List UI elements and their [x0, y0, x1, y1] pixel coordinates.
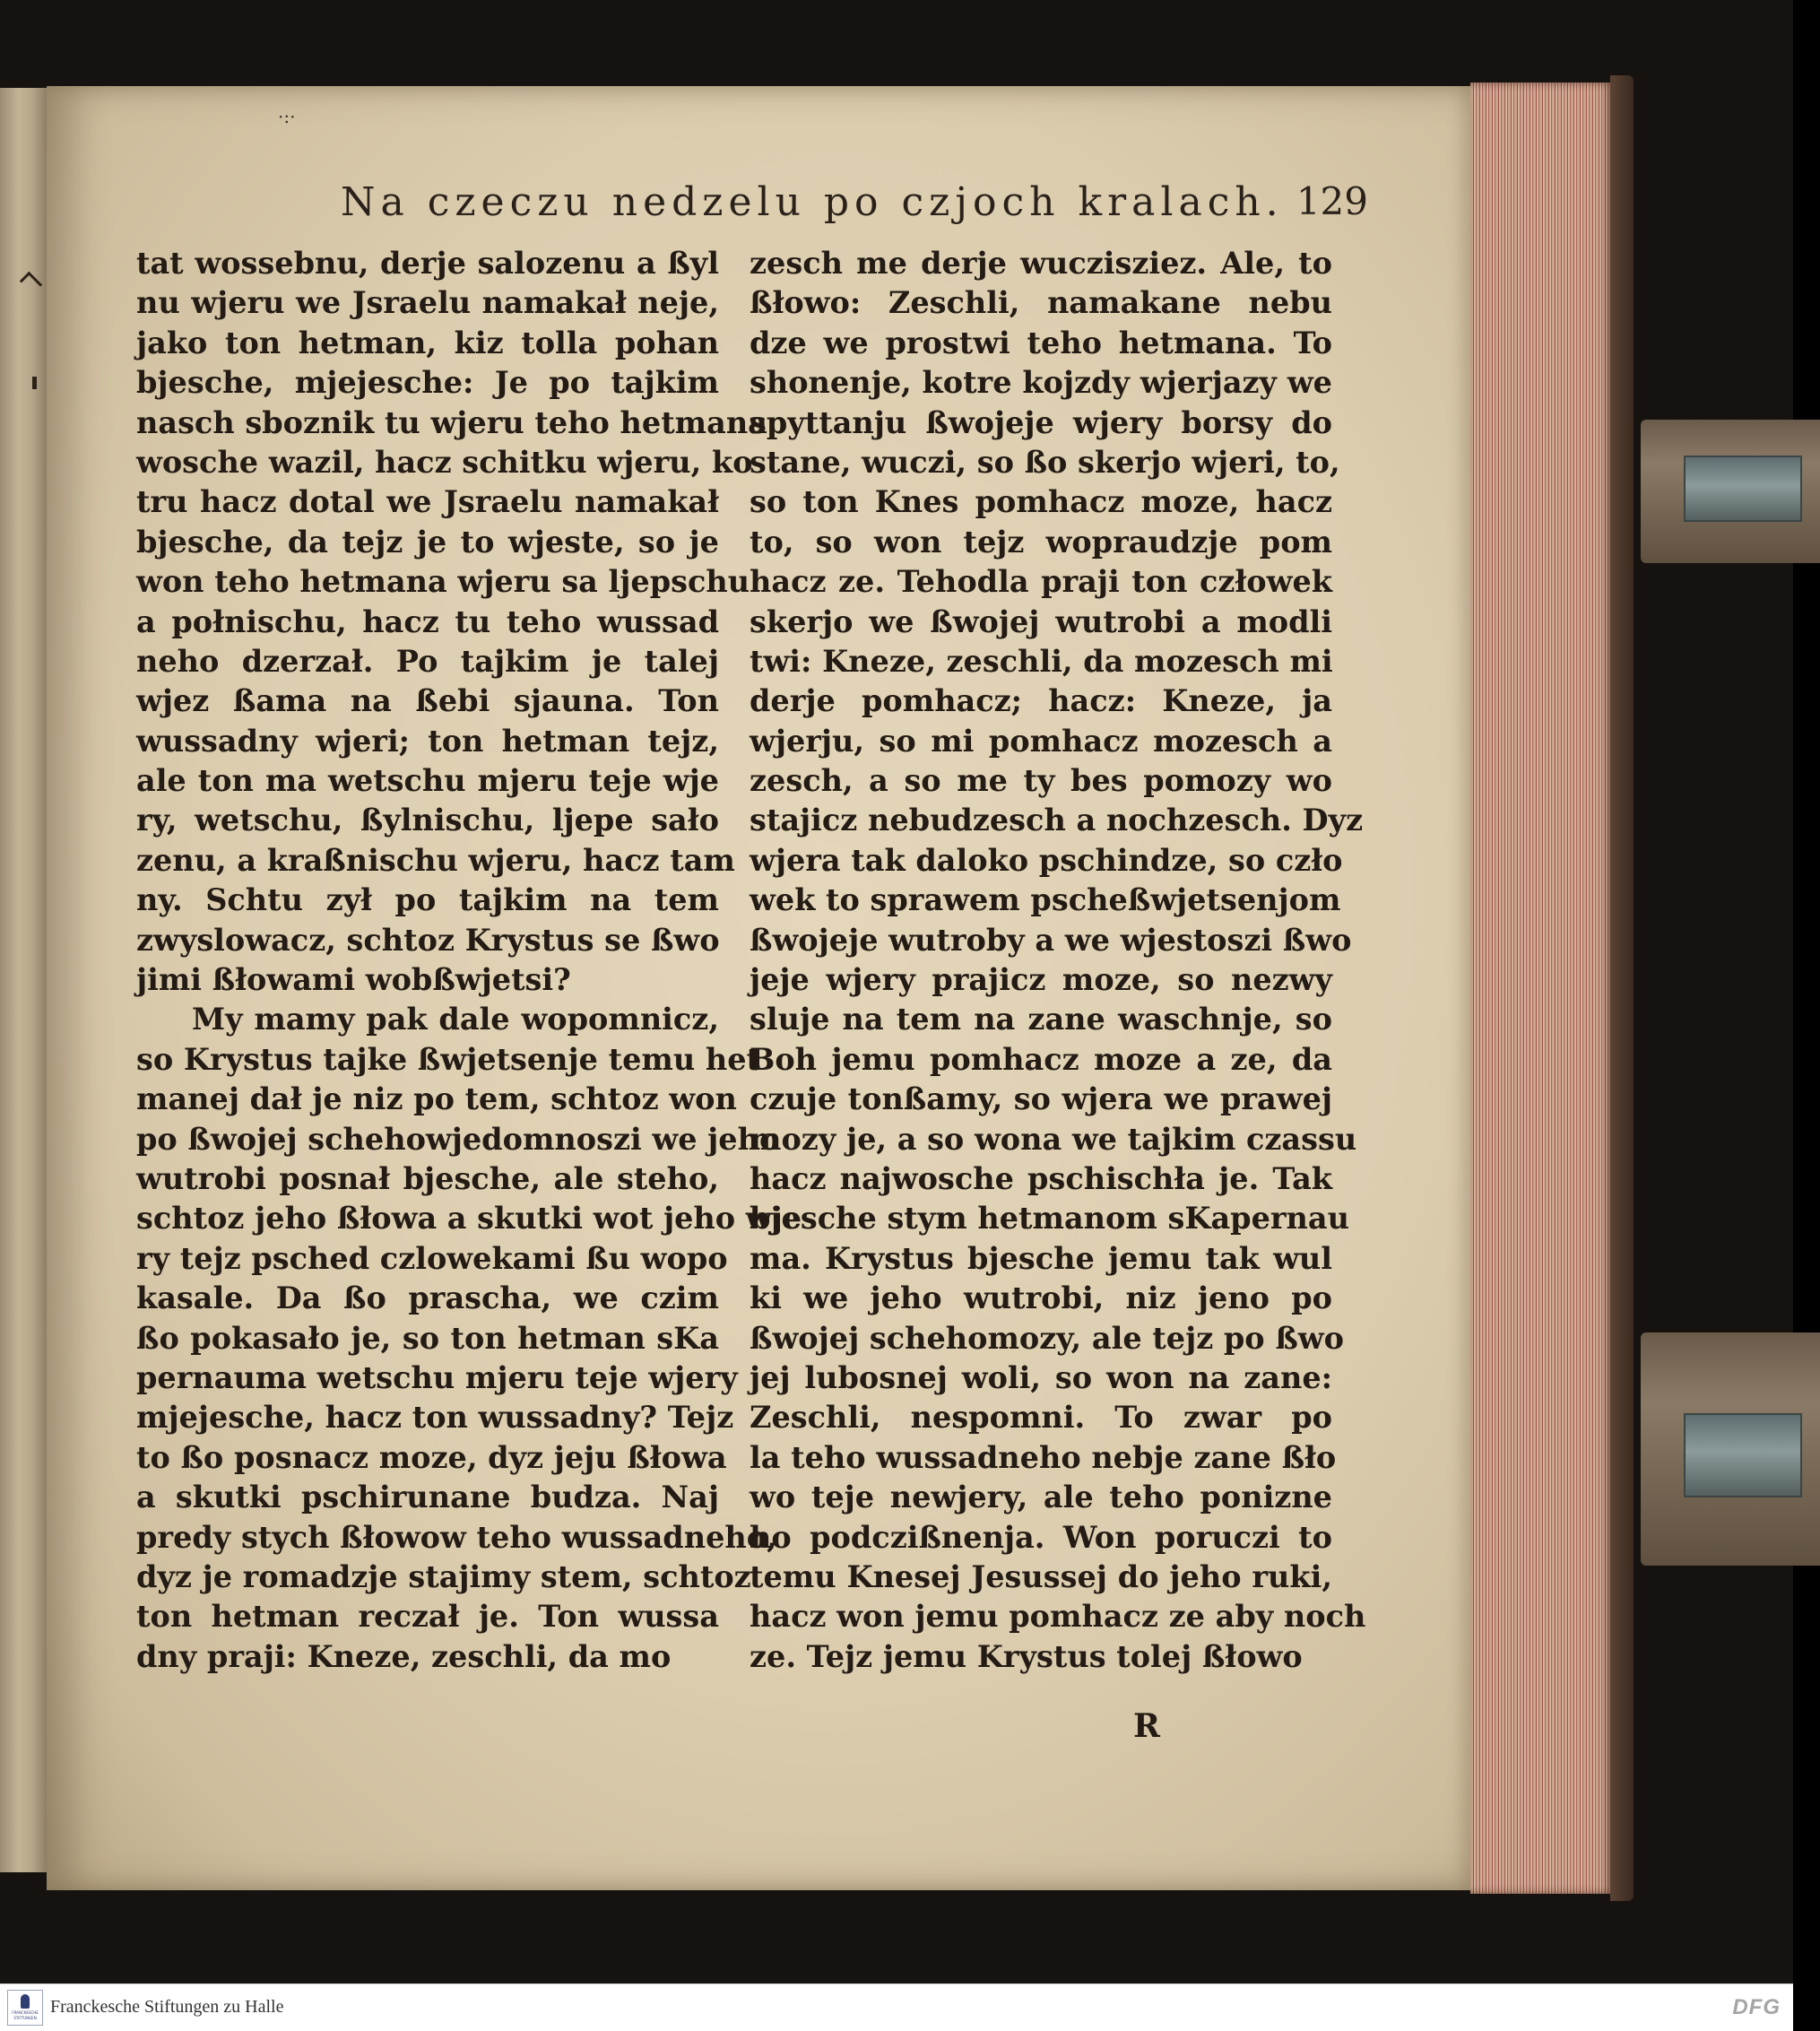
text-line: wo teje newjery, ale teho ponizne: [750, 1480, 1332, 1515]
previous-page-edge: [0, 88, 48, 1872]
dfg-logo: DFG: [1732, 1995, 1781, 2019]
text-line: a skutki pschirunane budza. Naj: [136, 1480, 719, 1515]
text-line: wjez ßama na ßebi sjauna. Ton: [136, 683, 719, 719]
text-line: czuje tonßamy, so wjera we prawej: [750, 1081, 1332, 1117]
text-line: to ßo posnacz moze, dyz jeju ßłowa: [136, 1439, 727, 1475]
text-column-left: [136, 244, 802, 1677]
clasp-plate: [1684, 456, 1802, 522]
text-line: ton hetman reczał je. Ton wussa: [136, 1599, 719, 1635]
text-line: wussadny wjeri; ton hetman tejz,: [136, 723, 719, 759]
text-line: jako ton hetman, kiz tolla pohan: [136, 325, 719, 360]
text-line: jimi ßłowami wobßwjetsi?: [136, 962, 571, 998]
text-line: spyttanju ßwojeje wjery borsy do: [750, 404, 1332, 440]
text-line: hacz najwosche pschischła je. Tak: [750, 1160, 1332, 1196]
text-line: so ton Knes pomhacz moze, hacz: [750, 484, 1332, 520]
margin-tick-mark: [32, 377, 37, 389]
catchword: R: [1133, 1707, 1160, 1745]
text-line: twi: Kneze, zeschli, da mozesch mi: [750, 643, 1333, 679]
text-line: ßo pokasało je, so ton hetman sKa: [136, 1320, 719, 1356]
text-line: ki we jeho wutrobi, niz jeno po: [750, 1280, 1332, 1316]
text-line: temu Knesej Jesussej do jeho ruki,: [750, 1558, 1332, 1594]
institution-name[interactable]: Franckesche Stiftungen zu Halle: [50, 1997, 284, 2017]
text-line: neho dzerzał. Po tajkim je talej: [136, 643, 719, 679]
text-line: manej dał je niz po tem, schtoz won: [136, 1081, 737, 1117]
text-line: ma. Krystus bjesche jemu tak wul: [750, 1240, 1332, 1276]
margin-arrow-mark: [20, 272, 42, 294]
text-line: jeje wjery prajicz moze, so nezwy: [750, 962, 1332, 998]
text-line: predy stych ßłowow teho wussadneho,: [136, 1519, 777, 1555]
text-line: wjerju, so mi pomhacz mozesch a: [750, 723, 1332, 759]
text-line: zwyslowacz, schtoz Krystus se ßwo: [136, 922, 720, 958]
text-line: derje pomhacz; hacz: Kneze, ja: [750, 683, 1332, 719]
text-line: ale ton ma wetschu mjeru teje wje: [136, 763, 719, 799]
text-line: po ßwojej schehowjedomnoszi we jeho: [136, 1121, 780, 1157]
logo-figure-icon: [21, 1994, 30, 2009]
page-number: 129: [1296, 179, 1368, 223]
text-line: a połnischu, hacz tu teho wussad: [136, 603, 719, 639]
text-line: ny. Schtu zył po tajkim na tem: [136, 882, 719, 918]
text-line: stajicz nebudzesch a nochzesch. Dyz: [750, 803, 1364, 838]
text-line: stane, wuczi, so ßo skerjo wjeri, to,: [750, 444, 1340, 480]
text-line: zesch me derje wuczisziez. Ale, to: [750, 246, 1332, 281]
text-line: mjejesche, hacz ton wussadny? Tejz: [136, 1400, 734, 1436]
text-line: skerjo we ßwojej wutrobi a modli: [750, 603, 1332, 639]
text-line: ho podczißnenja. Won poruczi to: [750, 1519, 1332, 1555]
text-line: sluje na tem na zane waschnje, so: [750, 1002, 1332, 1037]
text-line: bjesche stym hetmanom sKapernau: [750, 1201, 1349, 1237]
text-line: dyz je romadzje stajimy stem, schtoz: [136, 1558, 751, 1594]
text-line: dze we prostwi teho hetmana. To: [750, 325, 1332, 360]
running-title: Na czeczu nedzelu po czjoch kralach.: [341, 179, 1284, 225]
text-line: so Krystus tajke ßwjetsenje temu het: [136, 1041, 761, 1077]
text-line: zesch, a so me ty bes pomozy wo: [750, 763, 1332, 799]
text-line: ry, wetschu, ßylnischu, ljepe sało: [136, 803, 719, 838]
text-line: wosche wazil, hacz schitku wjeru, ko: [136, 444, 753, 480]
page-edges: [1470, 82, 1614, 1894]
text-line: Zeschli, nespomni. To zwar po: [750, 1400, 1332, 1436]
text-line: schtoz jeho ßłowa a skutki wot jeho wje: [136, 1201, 802, 1237]
text-line: shonenje, kotre kojzdy wjerjazy we: [750, 365, 1332, 401]
text-line: ry tejz psched czlowekami ßu wopo: [136, 1240, 728, 1276]
text-line: wjera tak daloko pschindze, so czło: [750, 842, 1343, 878]
text-line: wutrobi posnał bjesche, ale steho,: [136, 1160, 719, 1196]
text-line: nasch sboznik tu wjeru teho hetmana: [136, 404, 767, 440]
text-line: la teho wussadneho nebje zane ßło: [750, 1439, 1337, 1475]
text-line: hacz ze. Tehodla praji ton człowek: [750, 564, 1332, 600]
text-line: dny praji: Kneze, zeschli, da mo: [136, 1638, 672, 1674]
book-cover: [1610, 75, 1634, 1901]
text-line: ßwojeje wutroby a we wjestoszi ßwo: [750, 922, 1352, 958]
text-line: wek to sprawem pscheßwjetsenjom: [750, 882, 1341, 918]
text-line: pernauma wetschu mjeru teje wjery: [136, 1359, 738, 1395]
text-line: ze. Tejz jemu Krystus tolej ßłowo: [750, 1638, 1303, 1674]
text-column-right: [750, 244, 1366, 1677]
text-line: My mamy pak dale wopomnicz,: [192, 1002, 719, 1037]
text-line: jej lubosnej woli, so won na zane:: [750, 1359, 1332, 1395]
clasp-lower: [1641, 1332, 1820, 1566]
text-line: zenu, a kraßnischu wjeru, hacz tam: [136, 842, 735, 878]
text-line: mozy je, a so wona we tajkim czassu: [750, 1121, 1357, 1157]
text-line: Boh jemu pomhacz moze a ze, da: [750, 1041, 1332, 1077]
footer-bar: [0, 1983, 1793, 2031]
clasp-plate: [1684, 1413, 1802, 1497]
logo-caption: FRANCKESCHE STIFTUNGEN: [12, 2010, 39, 2020]
text-line: hacz won jemu pomhacz ze aby noch: [750, 1599, 1366, 1635]
text-line: nu wjeru we Jsraelu namakał neje,: [136, 285, 719, 321]
text-line: won teho hetmana wjeru sa ljepschu: [136, 564, 750, 600]
text-line: ßwojej schehomozy, ale tejz po ßwo: [750, 1320, 1344, 1356]
text-line: tat wossebnu, derje salozenu a ßyl: [136, 246, 719, 281]
text-line: to, so won tejz wopraudzje pom: [750, 524, 1332, 560]
text-line: kasale. Da ßo prascha, we czim: [136, 1280, 719, 1316]
institution-logo: [7, 1990, 43, 2026]
text-line: tru hacz dotal we Jsraelu namakał: [136, 484, 719, 520]
clasp-upper: [1641, 420, 1820, 563]
text-line: ßłowo: Zeschli, namakane nebu: [750, 285, 1332, 321]
text-line: bjesche, da tejz je to wjeste, so je: [136, 524, 719, 560]
text-line: bjesche, mjejesche: Je po tajkim: [136, 365, 719, 401]
page-smudge: ·:·: [278, 106, 296, 127]
